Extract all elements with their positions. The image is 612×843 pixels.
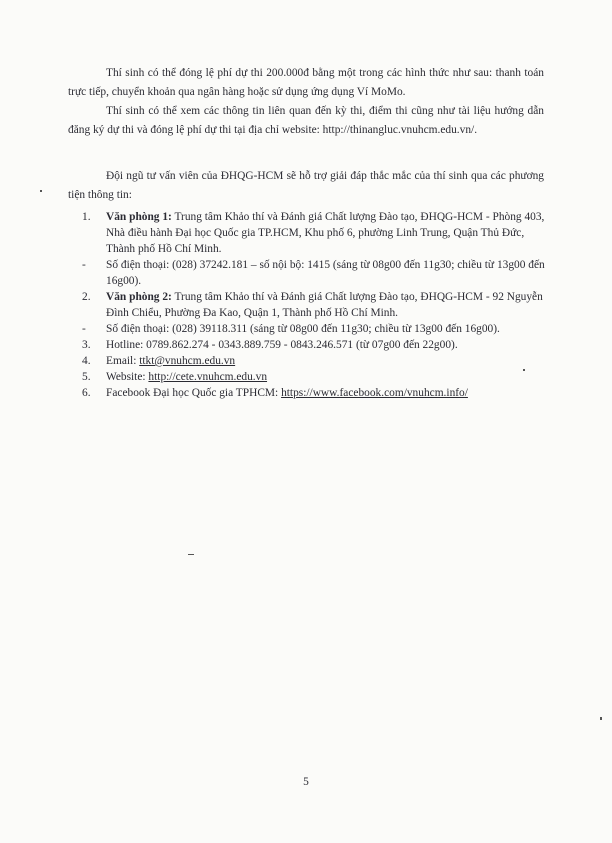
office-1-label: Văn phòng 1: <box>106 211 172 223</box>
list-item <box>82 257 550 289</box>
scan-speck <box>188 554 194 555</box>
list-marker: 5. <box>82 371 91 383</box>
list-item <box>82 289 550 321</box>
list-marker: 4. <box>82 355 91 367</box>
email-label: Email: <box>106 355 140 367</box>
scan-speck <box>600 717 602 720</box>
list-marker: - <box>82 259 86 271</box>
list-item <box>82 337 550 353</box>
list-marker: - <box>82 323 86 335</box>
fee-paragraph <box>68 64 544 102</box>
list-item <box>82 385 550 401</box>
website-label: Website: <box>106 371 149 383</box>
facebook-label: Facebook Đại học Quốc gia TPHCM: <box>106 387 282 399</box>
office-2-label: Văn phòng 2: <box>106 291 172 303</box>
hotline-text: Hotline: 0789.862.274 - 0343.889.759 - 0843.246.571 (từ 07g00 đến 22g00). <box>106 339 458 351</box>
office-1-phone: Số điện thoại: (028) 37242.181 – số nội bộ: 1415 (sáng từ 08g00 đến 11g30; chiều từ 13g00 đến 16g00). <box>106 259 545 287</box>
list-item <box>82 353 550 369</box>
email-link[interactable]: ttkt@vnuhcm.edu.vn <box>139 355 236 367</box>
office-2-text: Trung tâm Khảo thí và Đánh giá Chất lượng Đào tạo, ĐHQG-HCM - 92 Nguyễn Đình Chiểu, Phường Đa Kao, Quận 1, Thành phố Hồ Chí Minh. <box>106 291 543 319</box>
list-marker: 6. <box>82 387 91 399</box>
contact-list <box>82 209 550 401</box>
website-link[interactable]: http://cete.vnuhcm.edu.vn <box>148 371 268 383</box>
list-marker: 1. <box>82 211 91 223</box>
office-2-phone: Số điện thoại: (028) 39118.311 (sáng từ 08g00 đến 11g30; chiều từ 13g00 đến 16g00). <box>106 323 500 335</box>
scan-speck <box>40 190 42 192</box>
office-1-text: Trung tâm Khảo thí và Đánh giá Chất lượng Đào tạo, ĐHQG-HCM - Phòng 403, Nhà điều hành Đại học Quốc gia TP.HCM, Khu phố 6, phường Linh Trung, Quận Thủ Đức, Thành phố Hồ Chí Minh. <box>106 211 545 255</box>
page-number: 5 <box>303 776 309 788</box>
list-marker: 2. <box>82 291 91 303</box>
info-paragraph <box>68 102 544 140</box>
support-text: Đội ngũ tư vấn viên của ĐHQG-HCM sẽ hỗ trợ giải đáp thắc mắc của thí sinh qua các phương tiện thông tin: <box>68 170 544 201</box>
facebook-link[interactable]: https://www.facebook.com/vnuhcm.info/ <box>281 387 468 399</box>
support-paragraph <box>68 167 544 205</box>
fee-text: Thí sinh có thể đóng lệ phí dự thi 200.000đ bằng một trong các hình thức như sau: thanh toán trực tiếp, chuyển khoản qua ngân hàng hoặc sử dụng ứng dụng Ví MoMo. <box>68 67 544 98</box>
info-text: Thí sinh có thể xem các thông tin liên quan đến kỳ thi, điểm thi cũng như tài liệu hướng dẫn đăng ký dự thi và đóng lệ phí dự thi tại địa chỉ website: http://thinangluc.vnuhcm.edu.vn/. <box>68 105 544 136</box>
scan-speck <box>523 369 525 371</box>
list-item <box>82 369 550 385</box>
list-item <box>82 209 550 257</box>
list-marker: 3. <box>82 339 91 351</box>
list-item <box>82 321 550 337</box>
